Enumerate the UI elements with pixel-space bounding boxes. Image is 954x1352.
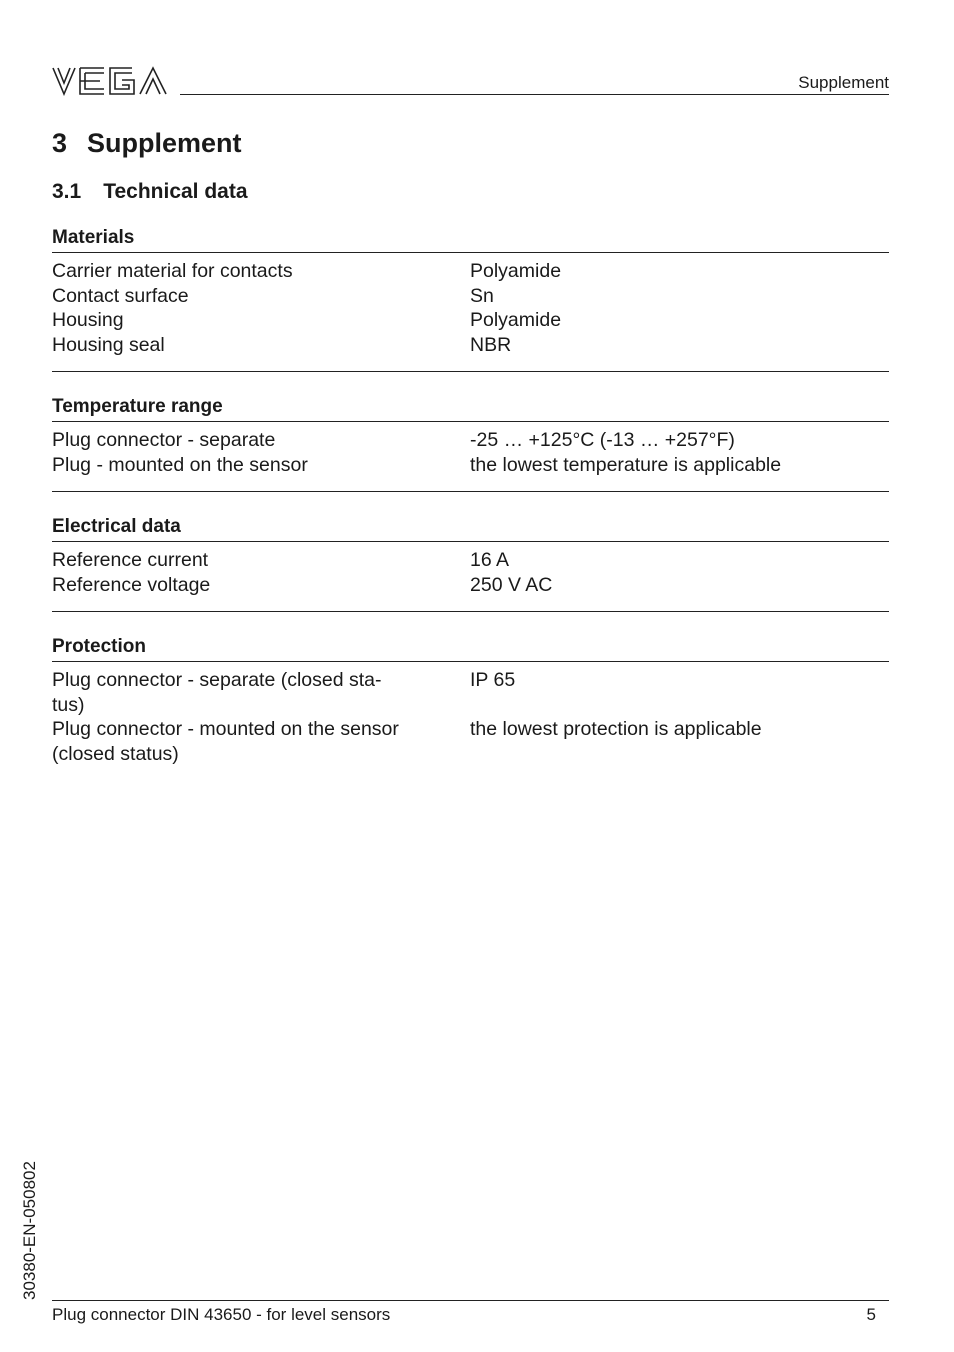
row-value: Polyamide bbox=[470, 309, 562, 331]
row-value: 250 V AC bbox=[470, 573, 553, 596]
section-electrical-data bbox=[52, 515, 889, 612]
subsection-heading bbox=[52, 180, 248, 204]
section-rows bbox=[52, 662, 889, 780]
row-label: Housing seal bbox=[52, 333, 165, 356]
subsection-number: 3.1 bbox=[52, 180, 82, 203]
chapter-heading bbox=[52, 128, 242, 159]
vega-logo bbox=[52, 66, 168, 96]
footer-title: Plug connector DIN 43650 - for level sensors bbox=[52, 1305, 391, 1324]
table-row bbox=[52, 717, 889, 742]
section-rows bbox=[52, 542, 889, 612]
subsection-title: Technical data bbox=[103, 180, 248, 203]
footer-rule bbox=[52, 1300, 889, 1301]
row-value: NBR bbox=[470, 333, 512, 356]
table-row bbox=[52, 693, 889, 718]
table-row bbox=[52, 742, 889, 767]
table-row bbox=[52, 668, 889, 693]
section-title: Materials bbox=[52, 226, 889, 253]
table-row bbox=[52, 573, 889, 598]
row-label: Carrier material for contacts bbox=[52, 260, 293, 282]
section-rows bbox=[52, 253, 889, 372]
table-row bbox=[52, 548, 889, 573]
row-label: (closed status) bbox=[52, 742, 179, 765]
row-value bbox=[470, 742, 889, 767]
row-value: the lowest protection is applicable bbox=[470, 718, 762, 740]
table-row bbox=[52, 259, 889, 284]
header-rule bbox=[180, 94, 889, 95]
row-value: IP 65 bbox=[470, 669, 516, 691]
row-value bbox=[470, 693, 889, 718]
section-title: Electrical data bbox=[52, 515, 889, 542]
row-value: Sn bbox=[470, 284, 494, 307]
section-rows bbox=[52, 422, 889, 492]
section-protection bbox=[52, 635, 889, 780]
technical-data-tables bbox=[52, 226, 889, 803]
row-label: Plug connector - separate bbox=[52, 429, 276, 451]
row-value: Polyamide bbox=[470, 260, 562, 282]
row-label: Plug connector - mounted on the sensor bbox=[52, 718, 399, 740]
row-label: tus) bbox=[52, 693, 85, 716]
row-value: -25 … +125°C (-13 … +257°F) bbox=[470, 429, 735, 451]
table-row bbox=[52, 333, 889, 358]
chapter-title: Supplement bbox=[87, 128, 242, 158]
row-label: Contact surface bbox=[52, 284, 189, 307]
page-number: 5 bbox=[866, 1305, 876, 1324]
row-label: Reference current bbox=[52, 549, 209, 571]
table-row bbox=[52, 308, 889, 333]
row-value: the lowest temperature is applicable bbox=[470, 453, 782, 476]
section-temperature-range bbox=[52, 395, 889, 492]
row-label: Housing bbox=[52, 309, 124, 331]
chapter-number: 3 bbox=[52, 128, 68, 158]
section-materials bbox=[52, 226, 889, 372]
row-label: Plug connector - separate (closed sta- bbox=[52, 669, 382, 691]
row-value: 16 A bbox=[470, 549, 510, 571]
table-row bbox=[52, 284, 889, 309]
document-code: 30380-EN-050802 bbox=[20, 1161, 39, 1300]
section-title: Protection bbox=[52, 635, 889, 662]
row-label: Reference voltage bbox=[52, 573, 211, 596]
row-label: Plug - mounted on the sensor bbox=[52, 453, 308, 476]
section-title: Temperature range bbox=[52, 395, 889, 422]
table-row bbox=[52, 428, 889, 453]
table-row bbox=[52, 453, 889, 478]
header-section-label: Supplement bbox=[798, 73, 889, 92]
